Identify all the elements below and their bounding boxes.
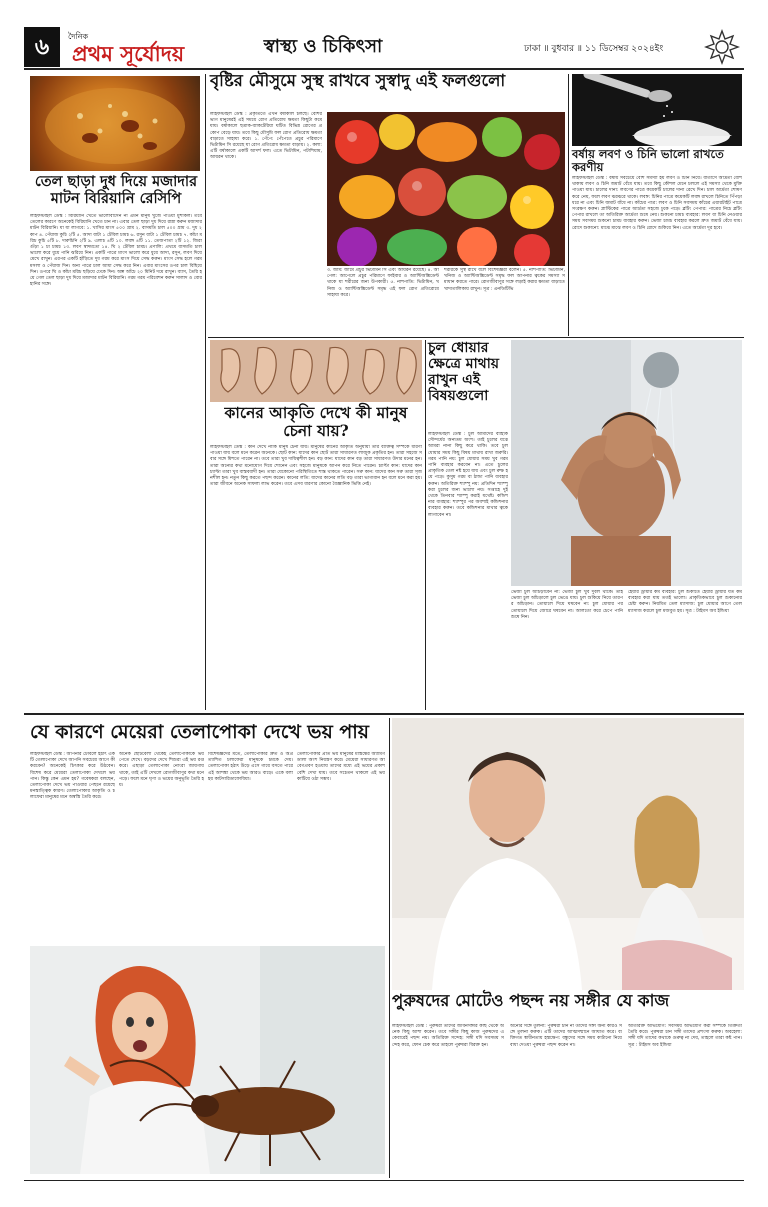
hair-headline: চুল ধোয়ার ক্ষেত্রে মাথায় রাখুন এই বিষয়গুলো — [428, 340, 500, 405]
newspaper-logo — [68, 29, 218, 67]
fruits-headline: বৃষ্টির মৌসুমে সুস্থ রাখবে সুস্বাদু এই ফলগুলো — [210, 71, 506, 90]
page-bottom-rule — [24, 1180, 744, 1181]
couple-illustration — [392, 718, 744, 990]
logo-small-text: দৈনিক — [68, 32, 89, 41]
partner-photo — [392, 718, 744, 990]
hair-col-c: হেয়ার ড্রায়ার কম ব্যবহার: চুল শুকাতে হেয়ার ড্রায়ার যত কম ব্যবহার করা যায় ততই ভালো। প্রাকৃতিকভাবে চুল শুকানোর চেষ্টা করুন। নিয়মিত তেল ম্যাসাজ: চুল ধোয়ার আগে তেল ম্যাসাজ করলে চুল মজবুত হয়। সূত্র : টাইমস অব ইন্ডিয়া — [628, 590, 742, 614]
partner-col2: অন্যের সঙ্গে তুলনা: পুরুষরা চান না তাদের সঙ্গী অন্য কারও সঙ্গে তুলনা করুক। এটি তাদের আত্মসম্মানে আঘাত করে। ব্যক্তিগত স্বাধীনতায় হস্তক্ষেপ: বন্ধুদের সঙ্গে সময় কাটানো নিয়ে বাধা দেওয়া পুরুষরা পছন্দ করেন না। — [510, 1024, 622, 1048]
fruits-photo — [327, 112, 565, 266]
partner-headline: পুরুষদের মোটেও পছন্দ নয় সঙ্গীর যে কাজ — [392, 991, 670, 1010]
masthead — [24, 27, 744, 67]
page-number-badge — [24, 27, 60, 67]
col-rule-left — [205, 74, 206, 710]
col-rule-fruits — [568, 74, 569, 336]
fruits-col3: শরীরকে সুস্থ রাখে বলে বিশেষজ্ঞরা বলেন। ৫. নাশপাতি: ভিটামিন, খনিজ ও অ্যান্টিঅক্সিডেন্ট সমৃদ্ধ ফল আপনার ত্বকের সমস্যা সমাধান করতে পারে। রোগজীবাণুর সঙ্গে লড়াই করার ক্ষমতা বাড়াতে খাদ্যতালিকায় রাখুন। সূত্র : এনডিটিভি — [444, 268, 565, 292]
fruits-col1: লাইফস্টাইল ডেস্ক : প্রকৃতিতে এখন বর্ষাকাল চলছে। বেশির ভাগ মানুষেরই এই সময়ে রোগ প্রতিরোধ ক্ষমতা কিছুটা কমে যায়। বর্ষাকালে ছত্রাক-ব্যাকটেরিয়া ঘটিত বিভিন্ন রোগের প্রকোপ বেড়ে যায়। তবে কিছু মৌসুমি ফল রোগ প্রতিরোধ ক্ষমতা বাড়াতে সাহায্য করে। ১. পেঁপে: পেঁপেতে প্রচুর পরিমাণে ভিটামিন সি রয়েছে যা রোগ প্রতিরোধ ক্ষমতা বাড়ায়। ২. কলা: এটি বর্ষাকালে একটি আদর্শ ফল। এতে ভিটামিন, পটাশিয়াম, আয়রন থাকে। — [210, 112, 322, 161]
hair-col-b: ভেজা চুল আঁচড়াবেন না: ভেজা চুল খুব দুর্বল থাকে। তাই ভেজা চুল আঁচড়ালে চুল ভেঙে যায়। চুল শুকিয়ে নিয়ে তারপর আঁচড়ান। তোয়ালে দিয়ে ঘষবেন না: চুল ধোয়ার পর তোয়ালে দিয়ে জোরে ঘষবেন না। আলতো করে চেপে পানি শুষে নিন। — [511, 590, 623, 620]
row-rule-lower — [24, 713, 744, 715]
cockroach-col1: লাইফস্টাইল ডেস্ক : আপনার টেবিলে হঠাৎ একটি তেলাপোকা দেখে আপনি সবচেয়ে আগে কী করবেন? অনেকেই চিৎকার করে উঠবেন। বিশেষ করে মেয়েরা তেলাপোকা দেখলে ভয় পান। কিন্তু কেন এমন হয়? গবেষকরা বলছেন, তেলাপোকা দেখে ভয় পাওয়ার পেছনে রয়েছে মনস্তাত্ত্বিক কারণ। তেলাপোকার আকৃতি ও চলাফেরা মানুষের মনে অস্বস্তি তৈরি করে। — [30, 752, 115, 801]
ear-photo-grid — [210, 340, 422, 402]
section-title-bar — [238, 31, 408, 63]
cockroach-col2: অনেক ছোটবেলা থেকেই তেলাপোকাকে ভয় পেতে শেখে। বড়দের দেখে শিশুরা এই ভয় রপ্ত করে। এছাড়া তেলাপোকা নোংরা জায়গায় থাকে, তাই এটি দেখলে রোগজীবাণুর কথা মনে পড়ে। ফলে মনে ঘৃণা ও ভয়ের অনুভূতি তৈরি হয়। — [119, 752, 204, 789]
ear-headline: কানের আকৃতি দেখে কী মানুষ চেনা যায়? — [224, 403, 408, 440]
row-rule-mid — [208, 337, 744, 338]
salt-illustration — [572, 74, 742, 146]
hair-photo — [511, 340, 742, 586]
biryani-illustration — [30, 76, 200, 171]
masthead-rule — [24, 68, 744, 70]
dateline: ঢাকা ॥ বুধবার ॥ ১১ ডিসেম্বর ২০২৪ইং — [524, 44, 664, 54]
partner-col1: লাইফস্টাইল ডেস্ক : পুরুষরা তাদের জীবনসঙ্গীর কাছ থেকে অনেক কিছু আশা করেন। তবে সঙ্গীর কিছু কাজ পুরুষদের একেবারেই পছন্দ নয়। অতিরিক্ত সন্দেহ: সঙ্গী যদি সবসময় সন্দেহ করে, ফোন চেক করে তাহলে পুরুষরা বিরক্ত হন। — [392, 1024, 504, 1048]
logo-main-text: প্রথম সূর্যোদয় — [72, 41, 185, 66]
ear-body: লাইফস্টাইল ডেস্ক : কান দেখে নাকি মানুষ চেনা যায়। মানুষের কানের আকৃতি অনুযায়ী তার ব্যক্তিত্ব সম্পর্কে ধারণা পাওয়া যায় বলে মনে করেন অনেকে। ছোট কান: যাদের কান ছোট তারা সাধারণত লাজুক প্রকৃতির হন। তারা সহজে সবার সঙ্গে মিশতে পারেন না। তবে তারা খুব দায়িত্বশীল হন। বড় কান: যাদের কান বড় তারা সাধারণত উদার মনের হন। তারা অন্যের কথা মনোযোগ দিয়ে শোনেন এবং সহজে মানুষকে আপন করে নিতে পারেন। চ্যাপ্টা কান: যাদের কান চ্যাপ্টা তারা খুব বাস্তববাদী হন। তারা যেকোনো পরিস্থিতিতে শান্ত থাকতে পারেন। সরু কান: যাদের কান সরু তারা সৃজনশীল হন। নতুন কিছু করতে পছন্দ করেন। কানের লতি: যাদের কানের লতি বড় তারা ভাগ্যবান হন বলে মনে করা হয়। তারা জীবনে অনেক সাফল্য লাভ করেন। তবে এসব ধারণার কোনো বৈজ্ঞানিক ভিত্তি নেই। — [210, 445, 422, 488]
cockroach-col4: তেলাপোকার প্রতি ভয় মানুষের মস্তিষ্কের অ্যামিগডালা অংশ নিয়ন্ত্রণ করে। মেয়েরা সাধারণত আবেগপ্রবণ হওয়ায় তাদের মধ্যে এই ভয়ের প্রকাশ বেশি দেখা যায়। তবে সচেতন থাকলে এই ভয় কাটিয়ে ওঠা সম্ভব। — [297, 752, 385, 782]
scared-woman-cockroach-illustration — [30, 946, 385, 1174]
ornament-icon — [704, 29, 740, 65]
shower-illustration — [511, 340, 742, 586]
salt-photo — [572, 74, 742, 146]
fruit-illustration — [327, 112, 565, 266]
cockroach-headline: যে কারণে মেয়েরা তেলাপোকা দেখে ভয় পায় — [30, 721, 369, 743]
biryani-headline: তেল ছাড়া দুধ দিয়ে মজাদার মাটন বিরিয়ানি রেসিপি — [34, 173, 198, 207]
cockroach-photo — [30, 946, 385, 1174]
col-rule-bottom — [389, 718, 390, 1178]
partner-col3: অতিরিক্ত অভিযোগ: সবসময় অভিযোগ করা সম্পর্কে তিক্ততা তৈরি করে। পুরুষরা চান সঙ্গী তাদের প্রশংসা করুক। অবহেলা: সঙ্গী যদি তাদের কথাকে গুরুত্ব না দেয়, তাহলে তারা কষ্ট পান। সূত্র : টাইমস অব ইন্ডিয়া — [628, 1024, 742, 1048]
biryani-body: লাইফস্টাইল ডেস্ক : বিরিয়ানি খেতে ভালোবাসেন না এমন মানুষ খুঁজে পাওয়া মুশকিল। তবে তেলের কারণে অনেকেই বিরিয়ানি খেতে চান না। এবার তেল ছাড়া দুধ দিয়ে রান্না করুন মজাদার মাটন বিরিয়ানি। যা যা লাগবে: ১. খাসির মাংস ৫০০ গ্রাম ২. বাসমতি চাল ৫০০ গ্রাম ৩. দুধ ২ কাপ ৪. পেঁয়াজ কুচি ২টি ৫. আদা বাটা ১ টেবিল চামচ ৬. রসুন বাটা ১ টেবিল চামচ ৭. কাঁচা মরিচ কুচি ৫টি ৮. দারুচিনি ২টি ৯. এলাচ ৪টি ১০. লবঙ্গ ৪টি ১১. তেজপাতা ২টি ১২. জিরা গুঁড়া ১ চা চামচ ১৩. লবণ স্বাদমতো ১৪. ঘি ২ টেবিল চামচ। প্রণালি: প্রথমে বাসমতি চাল ভালো করে ধুয়ে পানি ঝরিয়ে নিন। একটি পাত্রে মাংস ভালো করে ধুয়ে আদা, রসুন, লবণ দিয়ে মেখে রাখুন। এরপর একটি হাঁড়িতে দুধ গরম করে মাংস দিয়ে সেদ্ধ করুন। মাংস সেদ্ধ হলে গরম মসলা ও পেঁয়াজ দিন। অন্য পাত্রে চাল আধা সেদ্ধ করে নিন। এবার মাংসের ওপর চাল বিছিয়ে দিন। ওপরে ঘি ও কাঁচা মরিচ ছড়িয়ে ঢেকে দিন। অল্প আঁচে ২০ মিনিট দমে রাখুন। ব্যাস, তৈরি হয়ে গেল তেল ছাড়া দুধ দিয়ে মজাদার মাটন বিরিয়ানি। গরম গরম পরিবেশন করুন সালাদ ও বোরহানির সঙ্গে। — [30, 214, 202, 288]
section-title: স্বাস্থ্য ও চিকিৎসা — [263, 36, 383, 57]
salt-headline: বর্ষায় লবণ ও চিনি ভালো রাখতে করণীয় — [572, 147, 724, 175]
page-number: ৬ — [34, 34, 50, 60]
fruits-col2: ৩. জাম: জামে প্রচুর ভিটামিন সি এবং আয়রন রয়েছে। ৪. আপেল: আপেলে প্রচুর পরিমাণে ফাইবার ও অ্যান্টিঅক্সিডেন্ট থাকে যা শরীরের জন্য উপকারী। ৫. নাশপাতি: ভিটামিন, খনিজ ও অ্যান্টিঅক্সিডেন্ট সমৃদ্ধ এই ফল রোগ প্রতিরোধে সাহায্য করে। — [327, 268, 439, 298]
hair-body: লাইফস্টাইল ডেস্ক : চুল আমাদের বাহ্যিক সৌন্দর্যের অন্যতম অংশ। তাই চুলের যত্নে আমরা নানা কিছু করে থাকি। তবে চুল ধোয়ার সময় কিছু বিষয় মাথায় রাখা জরুরি। গরম পানি নয়: চুল ধোয়ার সময় খুব গরম পানি ব্যবহার করবেন না। এতে চুলের প্রাকৃতিক তেল নষ্ট হয়ে যায় এবং চুল রুক্ষ হয়ে পড়ে। কুসুম গরম বা ঠান্ডা পানি ব্যবহার করুন। অতিরিক্ত শ্যাম্পু নয়: প্রতিদিন শ্যাম্পু করা চুলের জন্য ভালো নয়। সপ্তাহে দুই থেকে তিনবার শ্যাম্পু করাই যথেষ্ট। কন্ডিশনার ব্যবহার: শ্যাম্পুর পর অবশ্যই কন্ডিশনার ব্যবহার করুন। তবে কন্ডিশনার মাথার ত্বকে লাগাবেন না। — [428, 432, 508, 518]
biryani-photo — [30, 76, 200, 171]
salt-body: লাইফস্টাইল ডেস্ক : বর্ষায় সবচেয়ে বেশি সমস্যা হয় লবণ ও চিনি নিয়ে। বাতাসে আর্দ্রতা বেশি থাকায় লবণ ও চিনি জমাট বেঁধে যায়। তবে কিছু কৌশল মেনে চললে এই সমস্যা থেকে মুক্তি পাওয়া যায়। চালের দানা: লবণের পাত্রে কয়েকটি চালের দানা রেখে দিন। চাল আর্দ্রতা শোষণ করে নেয়, ফলে লবণ ঝরঝরে থাকে। লবঙ্গ: চিনির পাত্রে কয়েকটি লবঙ্গ রাখলে চিনিতে পিঁপড়া ধরে না এবং চিনি জমাট বাঁধে না। কাঁচের পাত্র: লবণ ও চিনি সবসময় কাঁচের এয়ারটাইট পাত্রে সংরক্ষণ করুন। প্লাস্টিকের পাত্রে আর্দ্রতা সহজে ঢুকে পড়ে। ব্লটিং পেপার: পাত্রের নিচে ব্লটিং পেপার রাখলে তা অতিরিক্ত আর্দ্রতা শুষে নেয়। শুকনো চামচ ব্যবহার: লবণ বা চিনি নেওয়ার সময় সবসময় শুকনো চামচ ব্যবহার করুন। ভেজা চামচ ব্যবহার করলে দ্রুত জমাট বেঁধে যায়। রোদে শুকানো: মাঝে মাঝে লবণ ও চিনি রোদে শুকিয়ে নিন। এতে আর্দ্রতা দূর হবে। — [572, 176, 742, 231]
col-rule-ear — [425, 340, 426, 710]
cockroach-col3: বিশেষজ্ঞদের মতে, তেলাপোকার দ্রুত ও অপ্রত্যাশিত চলাফেরা মানুষকে চমকে দেয়। তেলাপোকা হঠাৎ উড়ে এসে গায়ে বসতে পারে এই আশঙ্কা থেকে ভয় আরও বাড়ে। একে বলা হয় কাটসারিডাফোবিয়া। — [208, 752, 293, 782]
ears-illustration — [210, 340, 422, 402]
